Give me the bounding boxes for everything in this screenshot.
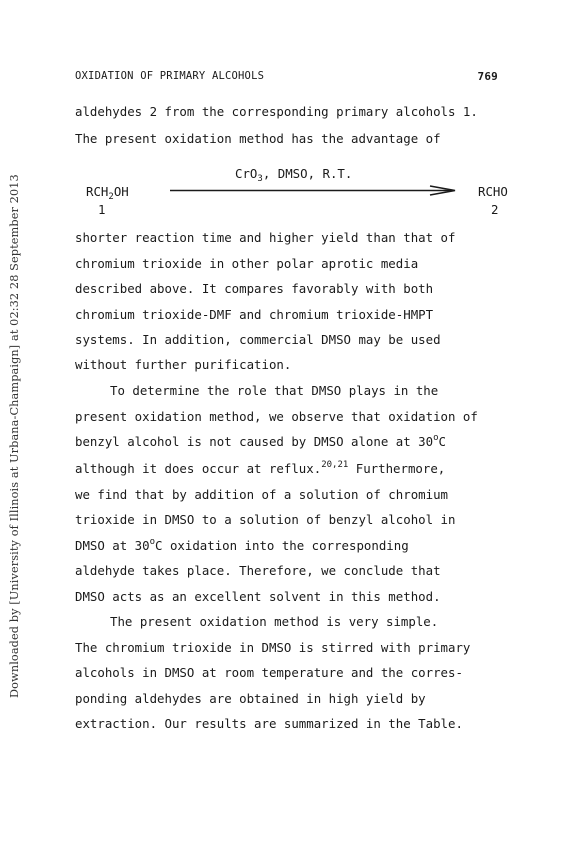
text-line: aldehydes 2 from the corresponding primary alcohols 1. — [75, 104, 478, 119]
text-line: To determine the role that DMSO plays in the — [110, 383, 439, 398]
running-title: OXIDATION OF PRIMARY ALCOHOLS — [75, 70, 265, 82]
text-line: DMSO acts as an excellent solvent in this method. — [75, 589, 441, 604]
text-line: The present oxidation method has the advantage of — [75, 131, 441, 146]
reaction-conditions: CrO$_3$, DMSO, R.T. — [235, 166, 353, 184]
text-line: chromium trioxide-DMF and chromium trioxide-HMPT — [75, 307, 434, 322]
text-line: DMSO at 30$^o$C oxidation into the corresponding — [75, 537, 409, 553]
text-line: although it does occur at reflux.$^{20,21}$ Furthermore, — [75, 460, 446, 476]
text-line: shorter reaction time and higher yield than that of — [75, 230, 456, 245]
text-line: aldehyde takes place. Therefore, we conclude that — [75, 563, 441, 578]
page-number: 769 — [477, 70, 498, 83]
text-line: described above. It compares favorably with both — [75, 281, 434, 296]
citation: 20,21 — [321, 460, 349, 470]
text-line: alcohols in DMSO at room temperature and the corres- — [75, 665, 463, 680]
product-number: 2 — [491, 202, 499, 217]
text-line: ponding aldehydes are obtained in high yield by — [75, 691, 426, 706]
download-notice: Downloaded by [University of Illinois at Urbana-Champaign] at 02:32 28 September 2013 — [8, 174, 21, 698]
text-line: extraction. Our results are summarized in the Table. — [75, 716, 463, 731]
text-line: benzyl alcohol is not caused by DMSO alone at 30$^o$C — [75, 433, 446, 449]
product-formula: RCHO — [478, 184, 508, 199]
text-line: The chromium trioxide in DMSO is stirred with primary — [75, 640, 471, 655]
reactant-number: 1 — [98, 202, 106, 217]
text-line: we find that by addition of a solution of chromium — [75, 487, 448, 502]
text-line: without further purification. — [75, 357, 292, 372]
text-line: trioxide in DMSO to a solution of benzyl alcohol in — [75, 512, 456, 527]
text-line: present oxidation method, we observe that oxidation of — [75, 409, 478, 424]
reactant-formula: $RCH_2OH$ — [86, 184, 129, 202]
text-line: The present oxidation method is very simple. — [110, 614, 439, 629]
text-line: systems. In addition, commercial DMSO may be used — [75, 332, 441, 347]
text-line: chromium trioxide in other polar aprotic media — [75, 256, 419, 271]
